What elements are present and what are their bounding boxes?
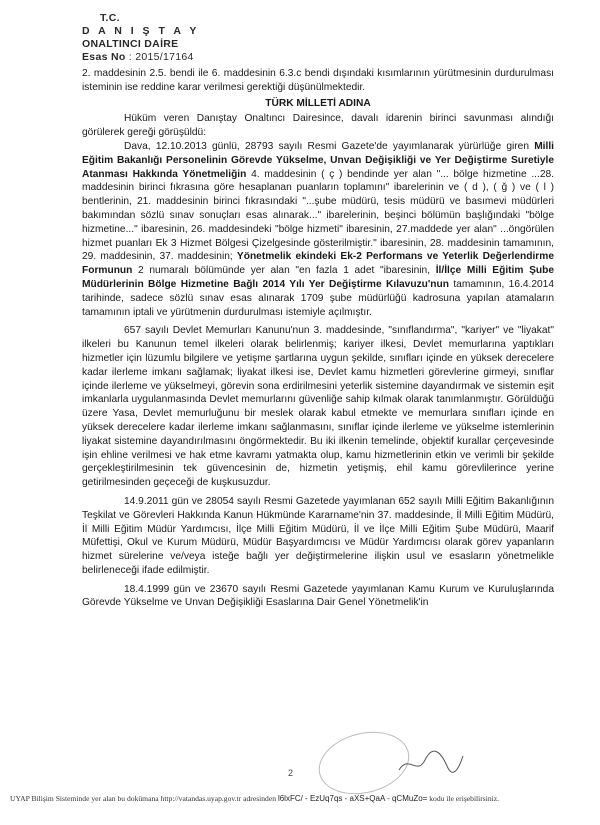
case-text-2: 4. maddesinin ( ç ) bendinde yer alan "... bölge hizmetine ...28. maddesinin birinci fıkrasına göre hesaplanan puanların toplamını" ibarelerinin ve ( d ), ( ğ ) ve ( l ) bentlerinin, 21. maddesinin birinci fıkrasındaki "...şube müdürü, tesis müdürü ve basımevi müdürleri bakımından sözlü sınav sonuçları esas alınarak..." ibarelerinin, beşinci bölümün başlığındaki "bölge hizmetine..." ibaresinin, 26. maddesindeki "bölge hizmeti" ibaresinin, 27.maddede yer alan" ...öngörülen hizmet puanları Ek 3 Hizmet Bölgesi Çizelgesinde gösterilmiştir." ibaresinin, 28. maddesinin tamamının, 29. maddesinin, 37. maddesinin;	[82, 168, 554, 263]
access-code: l6lxFC/ - EzUq7qs - aXS+QaA - qCMuZo=	[277, 794, 428, 803]
footer-tail: kodu ile erişebilirsiniz.	[429, 794, 500, 803]
esas-value: : 2015/17164	[128, 51, 194, 63]
document-header	[82, 12, 199, 64]
case-text-3: 2 numaralı bölümünde yer alan "en fazla 1 adet "ibaresinin,	[132, 265, 436, 277]
signature-mark	[395, 748, 465, 778]
case-regulation-title: Milli Eğitim Bakanlığı Personelinin Görevde Yükselme, Unvan Değişikliği ve Yer Değiştirme Suretiyle Atanması Hakkında Yönetmeliğin	[82, 140, 554, 180]
footer-text: UYAP Bilişim Sisteminde yer alan bu dokümana http://vatandas.uyap.gov.tr adresinden	[10, 794, 277, 803]
case-form-title: Yönetmelik ekindeki Ek-2 Performans ve Yeterlik Değerlendirme Formunun	[82, 251, 554, 277]
section-title: TÜRK MİLLETİ ADINA	[265, 97, 371, 109]
uyap-footer	[10, 794, 590, 803]
paragraph-decree: 14.9.2011 gün ve 28054 sayılı Resmi Gazetede yayımlanan 652 sayılı Milli Eğitim Bakanlığının Teşkilat ve Görevleri Hakkında Kanun Hükmünde Kararname'nin 37. maddesinde, İl Milli Eğitim Müdürü, İl Milli Eğitim Müdür Yardımcısı, İlçe Milli Eğitim Müdürü, İl ve İlçe Milli Eğitim Şube Müdürü, Maarif Müfettişi, Okul ve Kurum Müdürü, Müdür Başyardımcısı ve Müdür Yardımcısı olarak görev yapanların hizmet sürelerine ve/veya isteğe bağlı yer değiştirmelerine ilişkin usul ve esasların yönetmelikle belirleneceği ifade edilmiştir.	[82, 495, 554, 576]
header-court: D A N I Ş T A Y	[82, 25, 200, 37]
header-chamber: ONALTINCI DAİRE	[82, 38, 179, 50]
paragraph-civil-servants-law: 657 sayılı Devlet Memurları Kanunu'nun 3. maddesinde, "sınıflandırma", "kariyer" ve "liyakat" ilkeleri bu Kanunun temel ilkeleri olarak belirlenmiş; kariyer ilkesi, Devlet memurlarına yaptıkları hizmetler için lüzumlu bilgilere ve yetişme şartlarına uygun şekilde, sınıfları içinde en yüksek derecelere kadar ilerleme imkanı sağlamak; liyakat ilkesi ise, Devlet kamu hizmetleri görevlerine girmeyi, sınıflar içinde ilerleme ve yükselmeyi, görevin sona erdirilmesini yeterlik sistemine dayandırmak ve sistemin eşit imkanlarla uygulanmasında Devlet memurlarını güvenliğe sahip kılmak olarak tanımlanmıştır. Görüldüğü üzere Yasa, Devlet memurluğunu bir meslek olarak kabul etmekte ve memurlara sınıfları içinde en yüksek derecelere kadar ilerleme imkanı sağlanmasını, sınıflar içinde ilerleme ve yükselme istemlerinin liyakat sistemine dayandırılmasını öngörmektedir. Bu iki ilkenin temelinde, objektif kurallar çerçevesinde işin ehline verilmesi ve hak etme kavramı yatmakta olup, kamu hizmetlerinin etkin ve verimli bir şekilde gerçekleştirilmesinin tek güvencesinin de, hizmetin yetişmiş, ehil kamu görevlilerince yerine getirilmesinden geçeceği de kuşkusuzdur.	[82, 325, 554, 489]
paragraph-intro: Hüküm veren Danıştay Onaltıncı Dairesince, davalı idarenin birinci savunması alındığı görülerek gereği görüşüldü:	[82, 113, 554, 139]
header-esas	[82, 51, 199, 64]
page-number: 2	[288, 768, 294, 778]
case-text-4: tamamının, 16.4.2014 tarihinde, sadece sözlü sınav esas alınarak 1709 şube müdürlüğü kadrosuna yapılan atamaların tamamının iptali ve yürütmenin durdurulması istemiyle açılmıştır.	[82, 278, 554, 318]
header-tc: T.C.	[100, 12, 120, 24]
case-guide-title: İl/İlçe Milli Eğitim Şube Müdürlerinin Bölge Hizmetine Bağlı 2014 Yılı Yer Değiştirme Kılavuzu'nun	[82, 265, 554, 290]
paragraph-regulation: 18.4.1999 gün ve 23670 sayılı Resmi Gazetede yayımlanan Kamu Kurum ve Kuruluşlarında Görevde Yükselme ve Unvan Değişikliği Esaslarına Dair Genel Yönetmelik'in	[82, 583, 554, 609]
paragraph-continuation: 2. maddesinin 2.5. bendi ile 6. maddesinin 6.3.c bendi dışındaki kısımlarının yürütmesinin durdurulması isteminin ise reddine karar verilmesi gerektiği düşünülmektedir.	[82, 68, 554, 93]
case-text-1: Dava, 12.10.2013 günlü, 28793 sayılı Resmi Gazete'de yayımlanarak yürürlüğe giren	[124, 140, 535, 152]
paragraph-case	[82, 140, 554, 319]
document-body	[82, 67, 554, 610]
esas-label: Esas No	[82, 51, 126, 63]
